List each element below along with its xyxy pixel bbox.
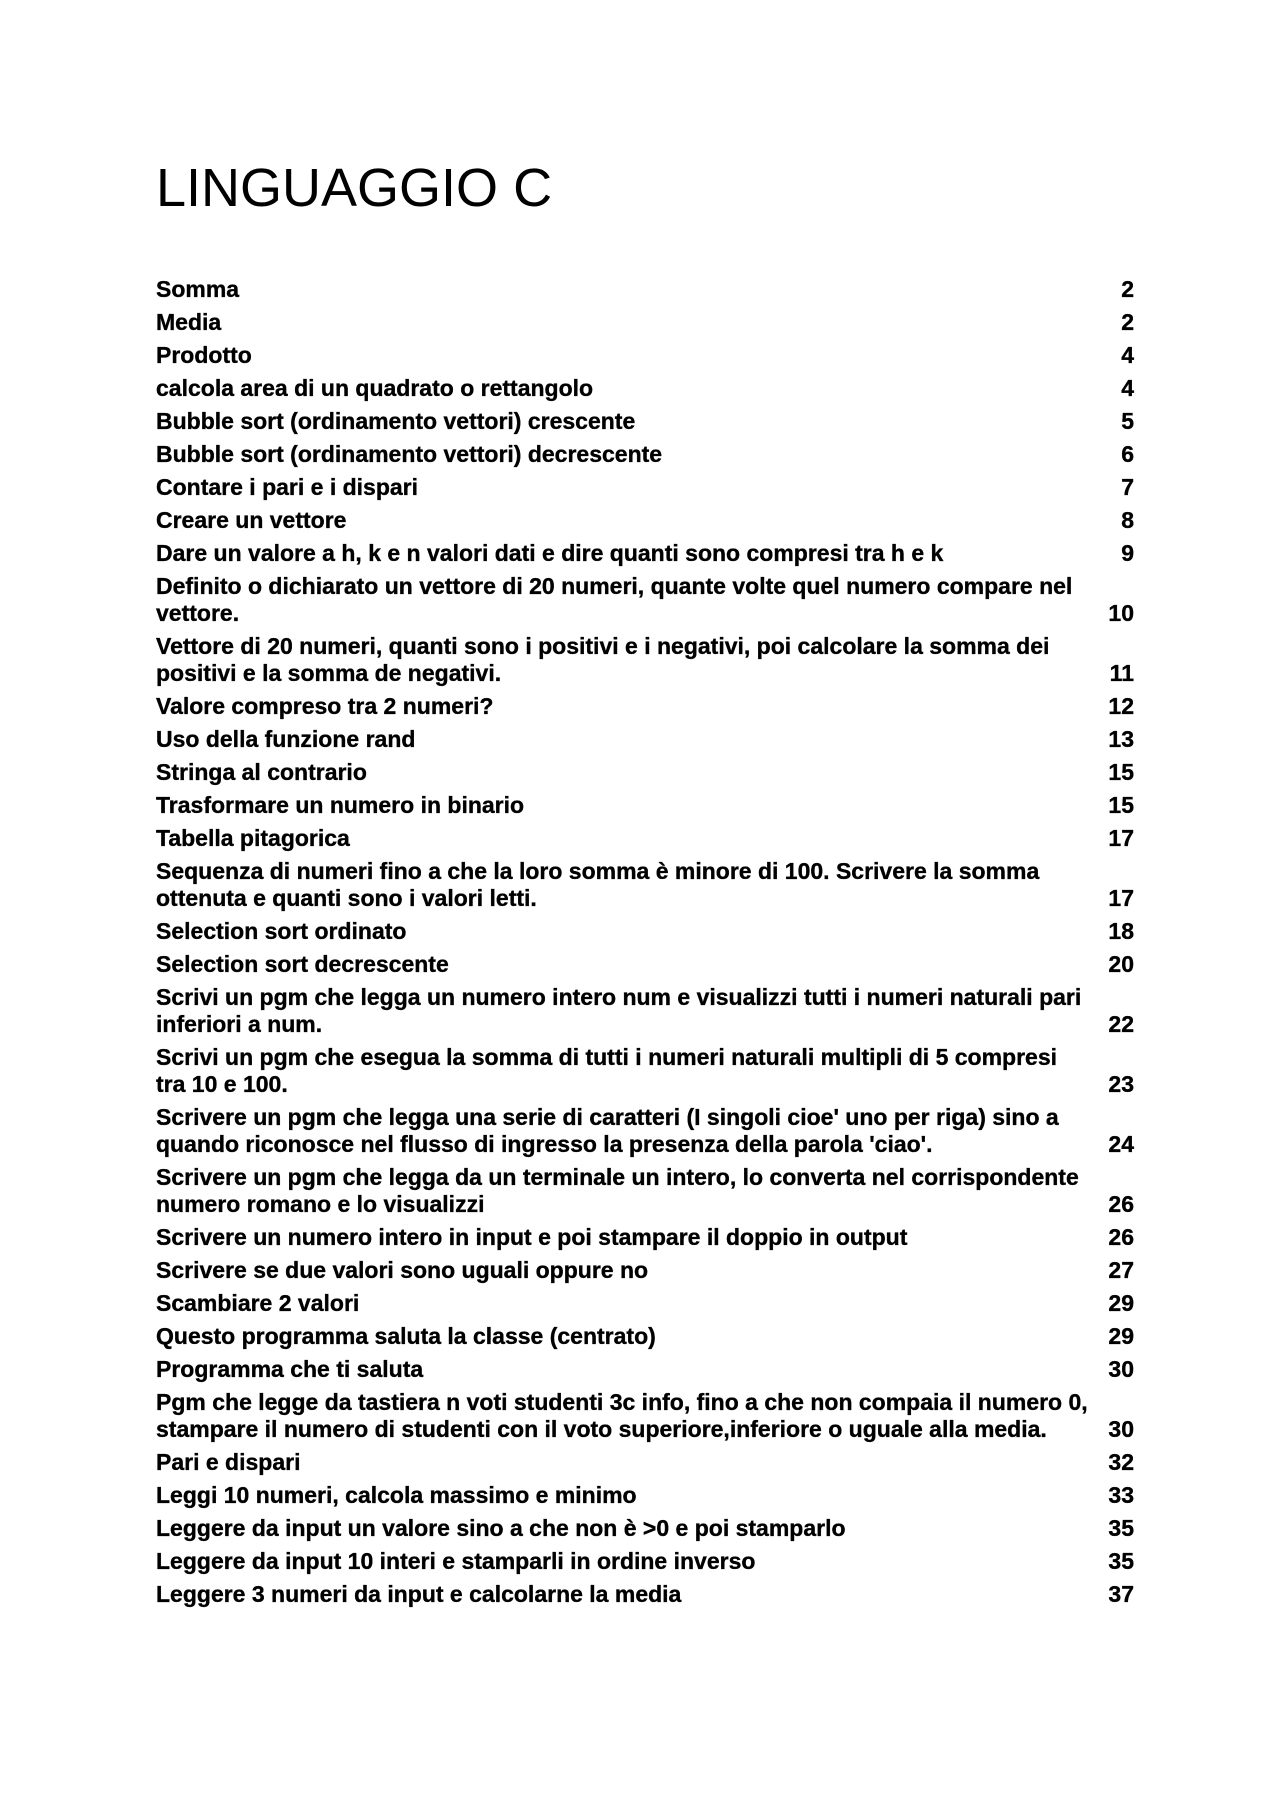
toc-entry[interactable] [156,273,1134,306]
toc-entry-title: Vettore di 20 numeri, quanti sono i positivi e i negativi, poi calcolare la somma dei positivi e la somma de negativi. [156,633,1050,686]
toc-entry-title: Leggere da input un valore sino a che non è >0 e poi stamparlo [156,1515,846,1541]
toc-entry-page-number: 24 [1108,1131,1134,1157]
toc-entry-page-number: 17 [1108,825,1134,851]
toc-entry-page-number: 29 [1108,1290,1134,1316]
toc-entry[interactable] [156,1479,1134,1512]
toc-entry[interactable] [156,570,1134,630]
toc-entry-title: Scrivi un pgm che esegua la somma di tutti i numeri naturali multipli di 5 compresi tra 10 e 100. [156,1044,1058,1097]
toc-entry-page-number: 23 [1108,1071,1134,1097]
table-of-contents [156,273,1134,1611]
toc-entry-page-number: 4 [1121,342,1134,368]
toc-entry-title: Contare i pari e i dispari [156,474,419,500]
toc-entry-page-number: 8 [1121,507,1134,533]
toc-entry[interactable] [156,690,1134,723]
toc-entry-title: Prodotto [156,342,252,368]
toc-entry-page-number: 35 [1108,1515,1134,1541]
toc-entry[interactable] [156,822,1134,855]
toc-entry-page-number: 10 [1108,600,1134,626]
toc-entry-title: calcola area di un quadrato o rettangolo [156,375,594,401]
toc-entry-title: Scrivere un numero intero in input e poi stampare il doppio in output [156,1224,908,1250]
toc-entry-title: Pari e dispari [156,1449,301,1475]
toc-entry[interactable] [156,630,1134,690]
toc-entry-page-number: 13 [1108,726,1134,752]
toc-entry-page-number: 17 [1108,885,1134,911]
toc-entry-page-number: 33 [1108,1482,1134,1508]
toc-entry-page-number: 7 [1121,474,1134,500]
toc-entry-page-number: 27 [1108,1257,1134,1283]
toc-entry-title: Scrivere un pgm che legga una serie di caratteri (I singoli cioe' uno per riga) sino a quando riconosce nel flusso di ingresso la presenza della parola 'ciao'. [156,1104,1059,1157]
toc-entry[interactable] [156,1446,1134,1479]
toc-entry-title: Somma [156,276,240,302]
toc-entry-page-number: 22 [1108,1011,1134,1037]
toc-entry[interactable] [156,915,1134,948]
toc-entry-title: Dare un valore a h, k e n valori dati e dire quanti sono compresi tra h e k [156,540,944,566]
toc-entry[interactable] [156,756,1134,789]
toc-entry-title: Scambiare 2 valori [156,1290,360,1316]
toc-entry[interactable] [156,855,1134,915]
toc-entry-title: Sequenza di numeri fino a che la loro somma è minore di 100. Scrivere la somma ottenuta e quanti sono i valori letti. [156,858,1040,911]
toc-entry[interactable] [156,948,1134,981]
toc-entry-page-number: 5 [1121,408,1134,434]
toc-entry[interactable] [156,339,1134,372]
toc-entry-page-number: 11 [1109,660,1134,686]
toc-entry[interactable] [156,1386,1134,1446]
toc-entry[interactable] [156,372,1134,405]
toc-entry-page-number: 15 [1108,759,1134,785]
toc-entry[interactable] [156,1320,1134,1353]
toc-entry-page-number: 26 [1108,1224,1134,1250]
toc-entry-page-number: 15 [1108,792,1134,818]
toc-entry-title: Scrivere un pgm che legga da un terminale un intero, lo converta nel corrispondente numero romano e lo visualizzi [156,1164,1079,1217]
toc-entry-title: Bubble sort (ordinamento vettori) decrescente [156,441,663,467]
toc-entry-title: Tabella pitagorica [156,825,350,851]
toc-entry[interactable] [156,1545,1134,1578]
toc-entry-title: Scrivere se due valori sono uguali oppure no [156,1257,649,1283]
toc-entry-page-number: 26 [1108,1191,1134,1217]
toc-entry-title: Uso della funzione rand [156,726,416,752]
toc-entry[interactable] [156,1041,1134,1101]
toc-entry-page-number: 18 [1108,918,1134,944]
toc-entry-title: Selection sort decrescente [156,951,449,977]
toc-entry[interactable] [156,1254,1134,1287]
toc-entry-title: Stringa al contrario [156,759,367,785]
toc-entry-title: Trasformare un numero in binario [156,792,525,818]
toc-entry[interactable] [156,1161,1134,1221]
toc-entry-title: Programma che ti saluta [156,1356,424,1382]
toc-entry-page-number: 6 [1121,441,1134,467]
toc-entry-title: Definito o dichiarato un vettore di 20 numeri, quante volte quel numero compare nel vettore. [156,573,1073,626]
toc-entry-page-number: 37 [1108,1581,1134,1607]
toc-entry-page-number: 30 [1108,1356,1134,1382]
toc-entry-page-number: 29 [1108,1323,1134,1349]
toc-entry-page-number: 2 [1121,276,1134,302]
toc-entry-page-number: 2 [1121,309,1134,335]
toc-entry[interactable] [156,1578,1134,1611]
toc-entry[interactable] [156,981,1134,1041]
toc-entry[interactable] [156,1101,1134,1161]
toc-entry-title: Leggere da input 10 interi e stamparli in ordine inverso [156,1548,756,1574]
document-title: LINGUAGGIO C [156,158,553,218]
toc-entry-page-number: 12 [1108,693,1134,719]
toc-entry-title: Leggi 10 numeri, calcola massimo e minimo [156,1482,637,1508]
toc-entry[interactable] [156,438,1134,471]
toc-entry-page-number: 30 [1108,1416,1134,1442]
toc-entry-title: Pgm che legge da tastiera n voti studenti 3c info, fino a che non compaia il numero 0, stampare il numero di studenti con il voto superiore,inferiore o uguale alla media. [156,1389,1088,1442]
toc-entry-title: Leggere 3 numeri da input e calcolarne la media [156,1581,682,1607]
toc-entry-page-number: 20 [1108,951,1134,977]
toc-entry[interactable] [156,789,1134,822]
toc-entry[interactable] [156,537,1134,570]
toc-entry-title: Bubble sort (ordinamento vettori) crescente [156,408,636,434]
toc-entry-title: Selection sort ordinato [156,918,407,944]
toc-entry[interactable] [156,1287,1134,1320]
toc-entry-title: Scrivi un pgm che legga un numero intero num e visualizzi tutti i numeri naturali pari inferiori a num. [156,984,1082,1037]
toc-entry-page-number: 35 [1108,1548,1134,1574]
toc-entry-page-number: 32 [1108,1449,1134,1475]
toc-entry-title: Questo programma saluta la classe (centrato) [156,1323,656,1349]
toc-entry-page-number: 4 [1121,375,1134,401]
toc-entry-title: Valore compreso tra 2 numeri? [156,693,494,719]
toc-entry[interactable] [156,1221,1134,1254]
toc-entry-page-number: 9 [1121,540,1134,566]
toc-entry[interactable] [156,504,1134,537]
toc-entry-title: Creare un vettore [156,507,347,533]
toc-entry[interactable] [156,723,1134,756]
toc-entry[interactable] [156,471,1134,504]
toc-entry[interactable] [156,1512,1134,1545]
toc-entry[interactable] [156,1353,1134,1386]
toc-entry[interactable] [156,405,1134,438]
toc-entry-title: Media [156,309,222,335]
toc-entry[interactable] [156,306,1134,339]
